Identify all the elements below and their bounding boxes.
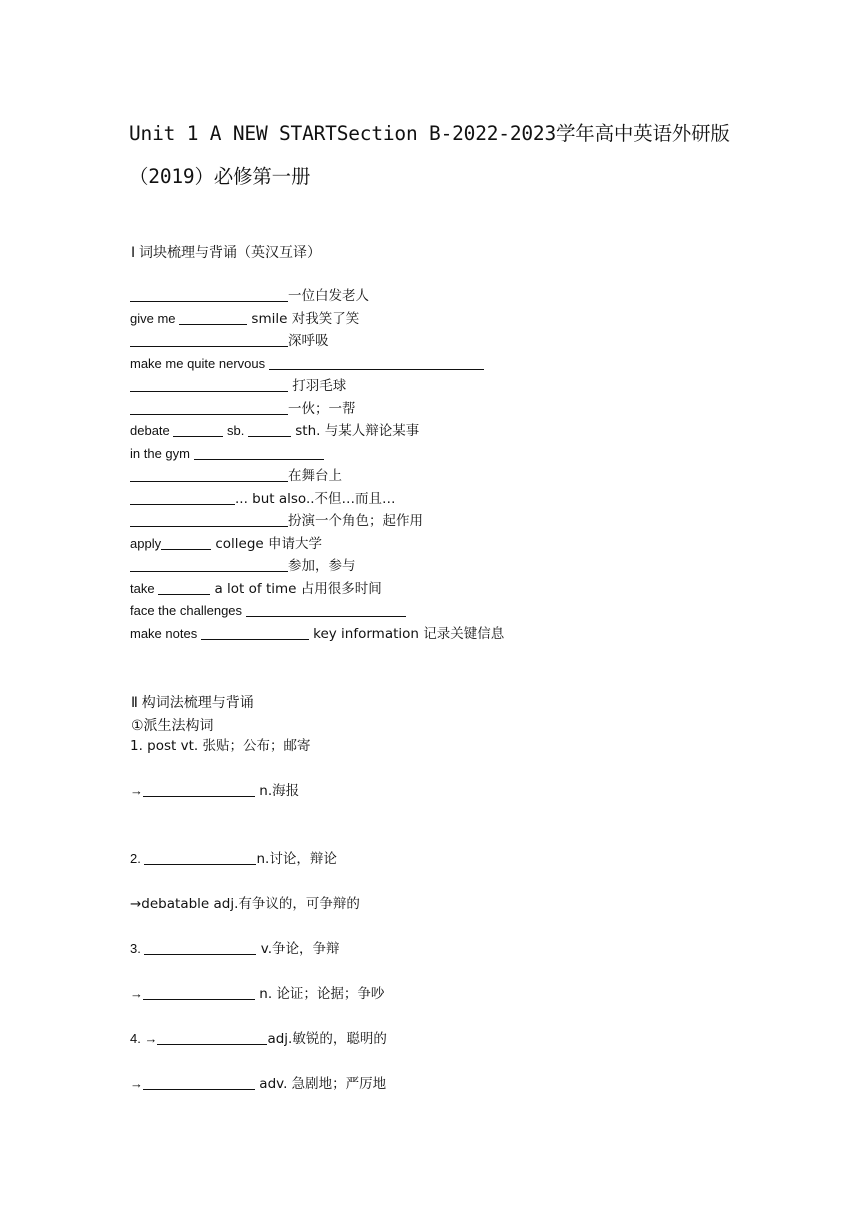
list-item: 2. n.讨论，辩论 [130, 851, 337, 867]
section-2-heading: Ⅱ 构词法梳理与背诵 [131, 694, 254, 710]
list-item: take a lot of time 占用很多时间 [130, 581, 382, 597]
answer-blank[interactable] [130, 402, 288, 415]
list-item: make notes key information 记录关键信息 [130, 626, 505, 642]
answer-blank[interactable] [157, 1032, 267, 1045]
answer-blank[interactable] [143, 784, 255, 797]
list-item: → adv. 急剧地；严厉地 [130, 1076, 387, 1092]
list-item: 4. → adj.敏锐的，聪明的 [130, 1031, 387, 1047]
answer-blank[interactable] [130, 514, 288, 527]
list-item: 3. v.争论，争辩 [130, 941, 340, 957]
list-item: ... but also..不但…而且… [130, 490, 396, 508]
answer-blank[interactable] [130, 492, 235, 505]
answer-blank[interactable] [246, 604, 406, 617]
answer-blank[interactable] [143, 987, 255, 1000]
answer-blank[interactable] [130, 559, 288, 572]
list-item: →debatable adj.有争议的，可争辩的 [130, 896, 360, 912]
answer-blank[interactable] [144, 942, 256, 955]
list-item: apply college 申请大学 [130, 536, 323, 552]
answer-blank[interactable] [130, 469, 288, 482]
list-item: → n.海报 [130, 783, 300, 799]
list-item: in the gym [130, 445, 324, 463]
list-item: make me quite nervous [130, 355, 484, 373]
answer-blank[interactable] [269, 357, 484, 370]
list-item: 打羽毛球 [130, 377, 346, 395]
answer-blank[interactable] [173, 424, 223, 437]
list-item: debate sb. sth. 与某人辩论某事 [130, 423, 420, 439]
document-title: Unit 1 A NEW STARTSection B-2022-2023学年高中英语外研版（2019）必修第一册 [129, 122, 730, 188]
answer-blank[interactable] [179, 312, 247, 325]
list-item: → n. 论证；论据；争吵 [130, 986, 385, 1002]
answer-blank[interactable] [130, 379, 288, 392]
list-item: 深呼吸 [130, 332, 329, 350]
section-2-subheading: ①派生法构词 [131, 717, 214, 733]
answer-blank[interactable] [143, 1077, 255, 1090]
answer-blank[interactable] [161, 537, 211, 550]
list-item: 一伙；一帮 [130, 400, 356, 418]
answer-blank[interactable] [248, 424, 291, 437]
list-item: 一位白发老人 [130, 287, 369, 305]
answer-blank[interactable] [144, 852, 256, 865]
section-1-heading: Ⅰ 词块梳理与背诵（英汉互译） [131, 244, 322, 260]
list-item: face the challenges [130, 602, 406, 620]
list-item: 1. post vt. 张贴；公布；邮寄 [130, 738, 311, 754]
list-item: 在舞台上 [130, 467, 342, 485]
answer-blank[interactable] [194, 447, 324, 460]
answer-blank[interactable] [130, 289, 288, 302]
answer-blank[interactable] [130, 334, 288, 347]
answer-blank[interactable] [158, 582, 210, 595]
list-item: 参加，参与 [130, 557, 356, 575]
list-item: 扮演一个角色；起作用 [130, 512, 423, 530]
list-item: give me smile 对我笑了笑 [130, 311, 360, 327]
answer-blank[interactable] [201, 627, 309, 640]
